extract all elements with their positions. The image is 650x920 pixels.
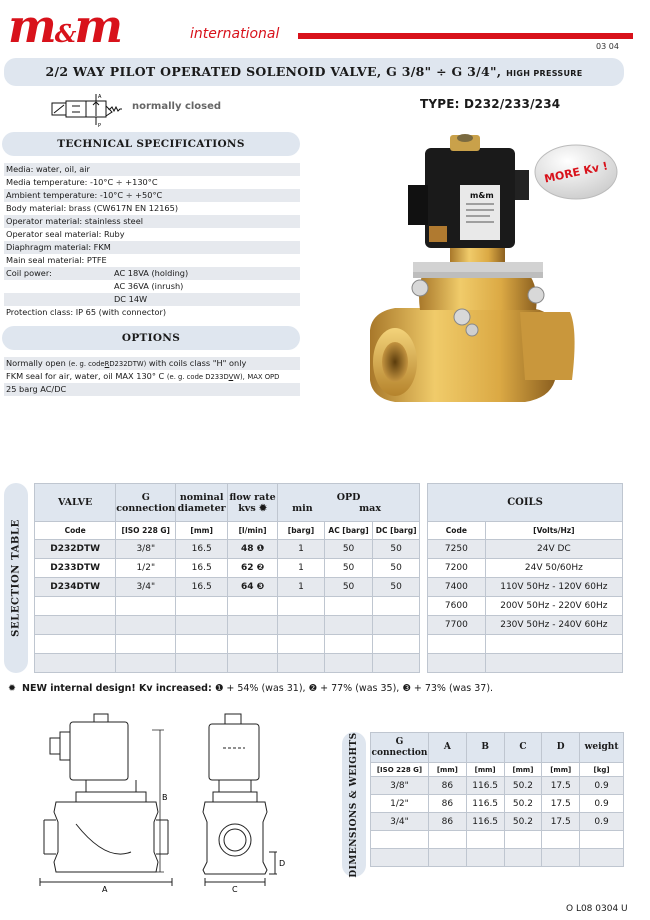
coil-power-value: AC 36VA (inrush) bbox=[114, 281, 184, 291]
brand-logo: m&m bbox=[8, 0, 122, 53]
cell-opd-ac: 50 bbox=[324, 540, 373, 559]
unit-cell: [mm] bbox=[542, 763, 580, 777]
options-list bbox=[4, 357, 300, 396]
valve-symbol-icon bbox=[50, 92, 128, 128]
coil-power-value: DC 14W bbox=[114, 294, 148, 304]
more-kv-text: MORE Kv ! bbox=[543, 159, 610, 186]
cell-b: 116.5 bbox=[466, 777, 504, 795]
cell-c: 50.2 bbox=[504, 813, 542, 831]
dim-row-empty bbox=[371, 849, 624, 867]
spec-row-coil-power bbox=[4, 280, 300, 293]
coils-row-empty bbox=[428, 654, 623, 673]
cell-opd-min: 1 bbox=[278, 540, 325, 559]
unit-cell: [mm] bbox=[428, 763, 466, 777]
cell-d: 17.5 bbox=[542, 795, 580, 813]
col-header-text: OPD bbox=[336, 491, 361, 503]
cell-diameter: 16.5 bbox=[176, 559, 228, 578]
dimensions-table bbox=[370, 732, 624, 867]
cell-c: 50.2 bbox=[504, 795, 542, 813]
page-title-main: 2/2 WAY PILOT OPERATED SOLENOID VALVE, G 3/8" ÷ G 3/4", bbox=[45, 64, 502, 79]
dim-col-c: C bbox=[504, 733, 542, 763]
table-row bbox=[35, 559, 420, 578]
cell-coil-code: 7700 bbox=[428, 616, 486, 635]
option-note: R bbox=[104, 360, 110, 368]
cell-d: 17.5 bbox=[542, 777, 580, 795]
spec-row-coil-power bbox=[4, 293, 300, 306]
unit-cell: [ISO 228 G] bbox=[116, 522, 176, 540]
unit-cell: Code bbox=[428, 522, 486, 540]
coils-header-row bbox=[428, 484, 623, 522]
cell-connection: 3/8" bbox=[116, 540, 176, 559]
cell-b: 116.5 bbox=[466, 795, 504, 813]
normally-closed-label: normally closed bbox=[132, 101, 222, 112]
unit-cell: [ISO 228 G] bbox=[371, 763, 429, 777]
coils-row bbox=[428, 540, 623, 559]
cell-opd-min: 1 bbox=[278, 559, 325, 578]
col-header-text: connection bbox=[371, 747, 428, 758]
col-header-valve: VALVE bbox=[35, 484, 116, 522]
option-text: with coils class "H" only bbox=[148, 358, 247, 368]
cell-connection: 1/2" bbox=[371, 795, 429, 813]
cell-diameter: 16.5 bbox=[176, 578, 228, 597]
spec-row: Main seal material: PTFE bbox=[6, 255, 107, 265]
coils-row bbox=[428, 559, 623, 578]
dim-col-b: B bbox=[466, 733, 504, 763]
coils-row-empty bbox=[428, 635, 623, 654]
spec-row: Body material: brass (CW617N EN 12165) bbox=[6, 203, 179, 213]
col-header-text: flow rate bbox=[229, 491, 276, 503]
cell-code: D233DTW bbox=[35, 559, 116, 578]
cell-a: 86 bbox=[428, 813, 466, 831]
cell-connection: 3/8" bbox=[371, 777, 429, 795]
spec-row: Ambient temperature: -10°C ÷ +50°C bbox=[4, 189, 300, 202]
cell-weight: 0.9 bbox=[580, 795, 624, 813]
unit-cell: [mm] bbox=[176, 522, 228, 540]
col-header-text: diameter bbox=[177, 502, 226, 514]
option-note: (e. g. code D233D bbox=[166, 373, 229, 381]
cell-coil-volts: 24V DC bbox=[485, 540, 622, 559]
option-note: (e. g. code bbox=[68, 360, 105, 368]
cell-b: 116.5 bbox=[466, 813, 504, 831]
cell-code: D232DTW bbox=[35, 540, 116, 559]
kv-note-heading: NEW internal design! Kv increased: bbox=[22, 683, 212, 694]
unit-cell: [mm] bbox=[504, 763, 542, 777]
option-text: Normally open bbox=[6, 358, 66, 368]
cell-coil-volts: 230V 50Hz - 240V 60Hz bbox=[485, 616, 622, 635]
cell-flow: 64 ❸ bbox=[228, 578, 278, 597]
cell-opd-ac: 50 bbox=[324, 559, 373, 578]
table-units-row bbox=[35, 522, 420, 540]
cell-coil-code: 7600 bbox=[428, 597, 486, 616]
cell-coil-code: 7200 bbox=[428, 559, 486, 578]
option-row bbox=[4, 357, 300, 370]
options-heading: OPTIONS bbox=[2, 326, 300, 350]
opd-subheader bbox=[278, 503, 419, 514]
option-row bbox=[4, 370, 300, 383]
spec-row: Diaphragm material: FKM bbox=[4, 241, 300, 254]
spec-row: Media: water, oil, air bbox=[4, 163, 300, 176]
spec-row: Protection class: IP 65 (with connector) bbox=[6, 307, 167, 317]
coil-power-value: AC 18VA (holding) bbox=[114, 268, 189, 278]
coils-row bbox=[428, 597, 623, 616]
coil-power-label: Coil power: bbox=[6, 268, 52, 278]
coils-row bbox=[428, 578, 623, 597]
dim-row bbox=[371, 777, 624, 795]
kv-note bbox=[8, 683, 493, 694]
coil-logo-text: m&m bbox=[470, 191, 494, 200]
dim-row bbox=[371, 813, 624, 831]
cell-a: 86 bbox=[428, 795, 466, 813]
brand-subtitle: international bbox=[190, 26, 280, 42]
cell-coil-code: 7250 bbox=[428, 540, 486, 559]
cell-opd-ac: 50 bbox=[324, 578, 373, 597]
col-header-text: connection bbox=[116, 502, 176, 514]
cell-connection: 3/4" bbox=[371, 813, 429, 831]
kv-note-text: ❶ + 54% (was 31), ❷ + 77% (was 35), ❸ + 73% (was 37). bbox=[214, 683, 494, 694]
table-row-empty bbox=[35, 654, 420, 673]
table-row-empty bbox=[35, 616, 420, 635]
cell-coil-code: 7400 bbox=[428, 578, 486, 597]
port-p-label: P bbox=[98, 123, 102, 128]
col-header-diameter bbox=[176, 484, 228, 522]
option-note: D232DTW) bbox=[109, 360, 147, 368]
dim-row-empty bbox=[371, 831, 624, 849]
cell-coil-volts: 200V 50Hz - 220V 60Hz bbox=[485, 597, 622, 616]
dim-label-d: D bbox=[279, 859, 286, 868]
table-row-empty bbox=[35, 635, 420, 654]
unit-cell: DC [barg] bbox=[373, 522, 420, 540]
cell-flow: 62 ❷ bbox=[228, 559, 278, 578]
page-title-suffix: HIGH PRESSURE bbox=[506, 69, 583, 78]
dimensions-text: DIMENSIONS & WEIGHTS bbox=[349, 731, 359, 878]
option-note: W), bbox=[233, 373, 245, 381]
option-row: 25 barg AC/DC bbox=[4, 383, 300, 396]
coils-units-row bbox=[428, 522, 623, 540]
dim-units-row bbox=[371, 763, 624, 777]
spec-row: Media temperature: -10°C ÷ +130°C bbox=[6, 177, 158, 187]
star-icon: ✹ bbox=[8, 683, 16, 694]
col-header-text: kvs ✹ bbox=[238, 502, 267, 514]
dim-col-weight: weight bbox=[580, 733, 624, 763]
unit-cell: [kg] bbox=[580, 763, 624, 777]
col-header-text: nominal bbox=[179, 491, 224, 503]
dim-label-a: A bbox=[102, 885, 108, 892]
coils-heading: COILS bbox=[428, 484, 623, 522]
port-a-label: A bbox=[98, 94, 102, 100]
unit-cell: [l/min] bbox=[228, 522, 278, 540]
dim-label-c: C bbox=[232, 885, 238, 892]
cell-connection: 3/4" bbox=[116, 578, 176, 597]
unit-cell: Code bbox=[35, 522, 116, 540]
tech-specs-heading: TECHNICAL SPECIFICATIONS bbox=[2, 132, 300, 156]
col-header-connection bbox=[116, 484, 176, 522]
side-view-drawing bbox=[36, 712, 176, 892]
table-row bbox=[35, 578, 420, 597]
dimensions-label bbox=[342, 732, 366, 877]
dim-row bbox=[371, 795, 624, 813]
dim-label-b: B bbox=[162, 793, 168, 802]
cell-weight: 0.9 bbox=[580, 813, 624, 831]
selection-table-label bbox=[4, 483, 28, 673]
more-kv-badge bbox=[533, 142, 619, 202]
col-header-text: G bbox=[395, 736, 404, 747]
cell-opd-dc: 50 bbox=[373, 559, 420, 578]
unit-cell: AC [barg] bbox=[324, 522, 373, 540]
cell-opd-dc: 50 bbox=[373, 578, 420, 597]
cell-code: D234DTW bbox=[35, 578, 116, 597]
type-label: TYPE: D232/233/234 bbox=[420, 97, 561, 111]
dim-col-d: D bbox=[542, 733, 580, 763]
option-note: MAX OPD bbox=[247, 373, 280, 381]
spec-row: Operator material: stainless steel bbox=[4, 215, 300, 228]
table-row bbox=[35, 540, 420, 559]
spec-row-coil-power bbox=[4, 267, 300, 280]
cell-opd-dc: 50 bbox=[373, 540, 420, 559]
cell-c: 50.2 bbox=[504, 777, 542, 795]
cell-connection: 1/2" bbox=[116, 559, 176, 578]
spec-row: Operator seal material: Ruby bbox=[6, 229, 125, 239]
cell-d: 17.5 bbox=[542, 813, 580, 831]
col-header-flow bbox=[228, 484, 278, 522]
dim-col-connection bbox=[371, 733, 429, 763]
page-title bbox=[4, 58, 624, 86]
option-text: FKM seal for air, water, oil MAX 130° C bbox=[6, 371, 165, 381]
dim-col-a: A bbox=[428, 733, 466, 763]
coils-table bbox=[427, 483, 623, 673]
option-note: V bbox=[228, 373, 234, 381]
unit-cell: [barg] bbox=[278, 522, 325, 540]
col-header-opd bbox=[278, 484, 420, 522]
selection-table-text: SELECTION TABLE bbox=[10, 519, 22, 637]
unit-cell: [mm] bbox=[466, 763, 504, 777]
cell-a: 86 bbox=[428, 777, 466, 795]
cell-coil-volts: 110V 50Hz - 120V 60Hz bbox=[485, 578, 622, 597]
cell-coil-volts: 24V 50/60Hz bbox=[485, 559, 622, 578]
coils-row bbox=[428, 616, 623, 635]
col-header-text: max bbox=[359, 502, 381, 514]
table-header-row bbox=[35, 484, 420, 522]
unit-cell: [Volts/Hz] bbox=[485, 522, 622, 540]
dim-header-row bbox=[371, 733, 624, 763]
header-red-bar bbox=[298, 33, 633, 39]
cell-opd-min: 1 bbox=[278, 578, 325, 597]
table-row-empty bbox=[35, 597, 420, 616]
footer-code: O L08 0304 U bbox=[566, 904, 628, 914]
front-view-drawing bbox=[195, 712, 315, 892]
cell-diameter: 16.5 bbox=[176, 540, 228, 559]
col-header-text: min bbox=[292, 502, 313, 514]
cell-weight: 0.9 bbox=[580, 777, 624, 795]
valve-selection-table bbox=[34, 483, 420, 673]
tech-specs-list bbox=[4, 163, 300, 319]
cell-flow: 48 ❶ bbox=[228, 540, 278, 559]
page-code: 03 04 bbox=[596, 42, 619, 51]
col-header-text: G bbox=[141, 491, 150, 503]
